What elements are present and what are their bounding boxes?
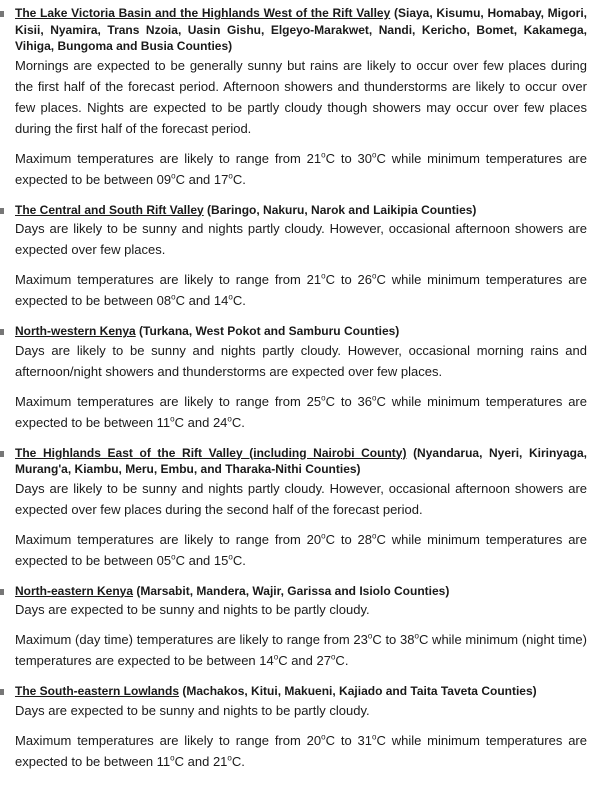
region-title: North-eastern Kenya [15, 583, 134, 598]
margin-marker [0, 208, 4, 214]
region-title: The Lake Victoria Basin and the Highlands West of the Rift Valley [15, 6, 391, 20]
temperature-paragraph: Maximum temperatures are likely to range from 20$^o$C to 28$^o$C while minimum temperatures are expected to be between 05$^o$C and 15$^o$C. [15, 531, 587, 568]
region-counties: (Marsabit, Mandera, Wajir, Garissa and Isiolo Counties) [136, 583, 450, 598]
region-heading [15, 202, 587, 219]
region-section [15, 445, 587, 571]
region-title: The Central and South Rift Valley [15, 202, 204, 217]
region-counties: (Siaya, Kisumu, Homabay, Migori, Kisii, Nyamira, Trans Nzoia, Uasin Gishu, Elgeyo-Marakwet, Nandi, Kericho, Bomet, Kakamega, Vihiga, Bungoma and Busia Counties) [15, 6, 587, 53]
region-title: The South-eastern Lowlands [15, 684, 180, 698]
region-counties: (Machakos, Kitui, Makueni, Kajiado and Taita Taveta Counties) [182, 684, 537, 698]
margin-marker [0, 451, 4, 457]
region-counties: (Turkana, West Pokot and Samburu Counties) [139, 324, 400, 338]
region-forecast: Days are likely to be sunny and nights partly cloudy. However, occasional afternoon showers are expected over few places. [15, 221, 587, 257]
region-section [15, 202, 587, 312]
region-heading [15, 683, 587, 700]
margin-marker [0, 689, 4, 695]
temperature-paragraph: Maximum temperatures are likely to range from 20$^o$C to 31$^o$C while minimum temperatures are expected to be between 11$^o$C and 21$^o$C. [15, 732, 587, 769]
region-section [15, 5, 587, 190]
temperature-paragraph: Maximum temperatures are likely to range from 25$^o$C to 36$^o$C while minimum temperatures are expected to be between 11$^o$C and 24$^o$C. [15, 393, 587, 430]
region-section [15, 583, 587, 672]
region-forecast: Mornings are expected to be generally sunny but rains are likely to occur over few places during the first half of the forecast period. Afternoon showers and thunderstorms are likely to occur over few places. Nights are expected to be partly cloudy though showers may occur over few places during the first half of the forecast period. [15, 57, 587, 136]
margin-marker [0, 329, 4, 335]
region-forecast: Days are likely to be sunny and nights partly cloudy. However, occasional afternoon showers are expected over few places during the second half of the forecast period. [15, 480, 587, 517]
region-forecast: Days are expected to be sunny and nights to be partly cloudy. [15, 602, 370, 617]
temperature-paragraph: Maximum (day time) temperatures are likely to range from 23$^o$C to 38$^o$C while minimum (night time) temperatures are expected to be between 14$^o$C and 27$^o$C. [15, 631, 587, 668]
margin-marker [0, 11, 4, 17]
region-section [15, 323, 587, 433]
region-title: North-western Kenya [15, 324, 136, 338]
region-heading [15, 583, 587, 600]
region-forecast: Days are expected to be sunny and nights to be partly cloudy. [15, 702, 370, 718]
region-counties: (Nyandarua, Nyeri, Kirinyaga, Murang'a, Kiambu, Meru, Embu, and Tharaka-Nithi Counties) [15, 445, 587, 476]
region-section [15, 683, 587, 772]
forecast-document [15, 5, 587, 784]
region-forecast: Days are likely to be sunny and nights partly cloudy. However, occasional morning rains and afternoon/night showers and thunderstorms are expected over few places. [15, 342, 587, 379]
margin-marker [0, 589, 4, 595]
temperature-paragraph: Maximum temperatures are likely to range from 21$^o$C to 26$^o$C while minimum temperatures are expected to be between 08$^o$C and 14$^o$C. [15, 271, 587, 308]
temperature-paragraph: Maximum temperatures are likely to range from 21$^o$C to 30$^o$C while minimum temperatures are expected to be between 09$^o$C and 17$^o$C. [15, 150, 587, 187]
region-title: The Highlands East of the Rift Valley (including Nairobi County) [15, 445, 407, 460]
region-heading [15, 323, 587, 340]
region-heading [15, 5, 587, 55]
region-heading [15, 445, 587, 478]
region-counties: (Baringo, Nakuru, Narok and Laikipia Counties) [207, 202, 477, 217]
